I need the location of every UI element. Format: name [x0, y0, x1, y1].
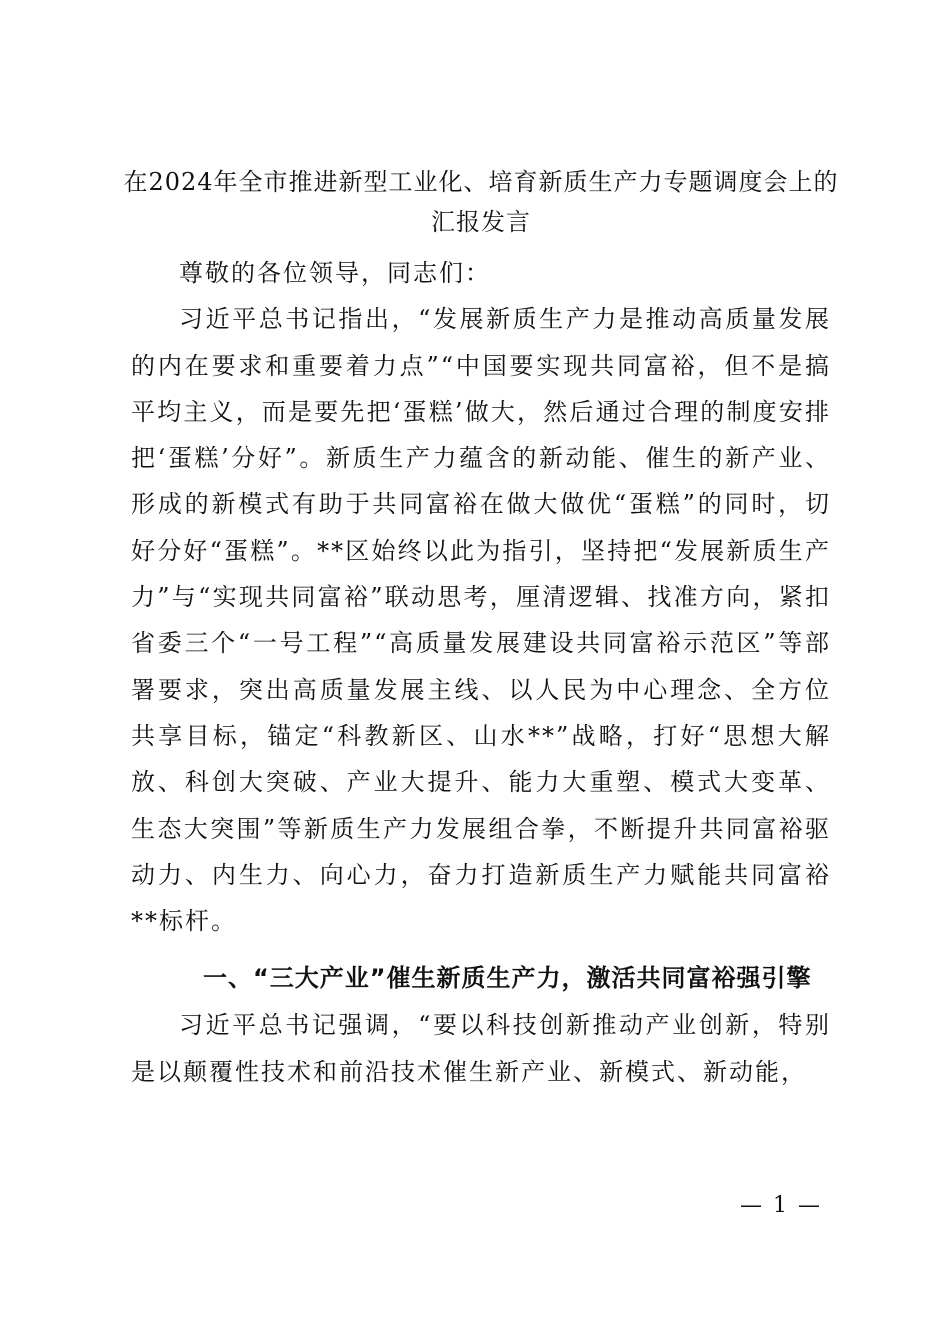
section-paragraph: 习近平总书记强调，“要以科技创新推动产业创新，特别是以颠覆性技术和前沿技术催生新产业、新模式、新动能， [131, 1011, 831, 1086]
document-body [123, 162, 839, 1095]
section-heading: 一、“三大产业”催生新质生产力，激活共同富裕强引擎 [203, 964, 812, 993]
intro-paragraph: 习近平总书记指出，“发展新质生产力是推动高质量发展的内在要求和重要着力点”“中国要实现共同富裕，但不是搞平均主义，而是要先把‘蛋糕’做大，然后通过合理的制度安排把‘蛋糕’分好”。新质生产力蕴含的新动能、催生的新产业、形成的新模式有助于共同富裕在做大做优“蛋糕”的同时，切好分好“蛋糕”。**区始终以此为指引，坚持把“发展新质生产力”与“实现共同富裕”联动思考，厘清逻辑、找准方向，紧扣省委三个“一号工程”“高质量发展建设共同富裕示范区”等部署要求，突出高质量发展主线、以人民为中心理念、全方位共享目标，锚定“科教新区、山水**”战略，打好“思想大解放、科创大突破、产业大提升、能力大重塑、模式大变革、生态大突围”等新质生产力发展组合拳，不断提升共同富裕驱动力、内生力、向心力，奋力打造新质生产力赋能共同富裕**标杆。 [131, 305, 831, 936]
page-number: — 1 — [740, 1193, 822, 1218]
document-title: 在2024年全市推进新型工业化、培育新质生产力专题调度会上的汇报发言 [123, 168, 839, 236]
salutation: 尊敬的各位领导，同志们： [179, 259, 491, 287]
